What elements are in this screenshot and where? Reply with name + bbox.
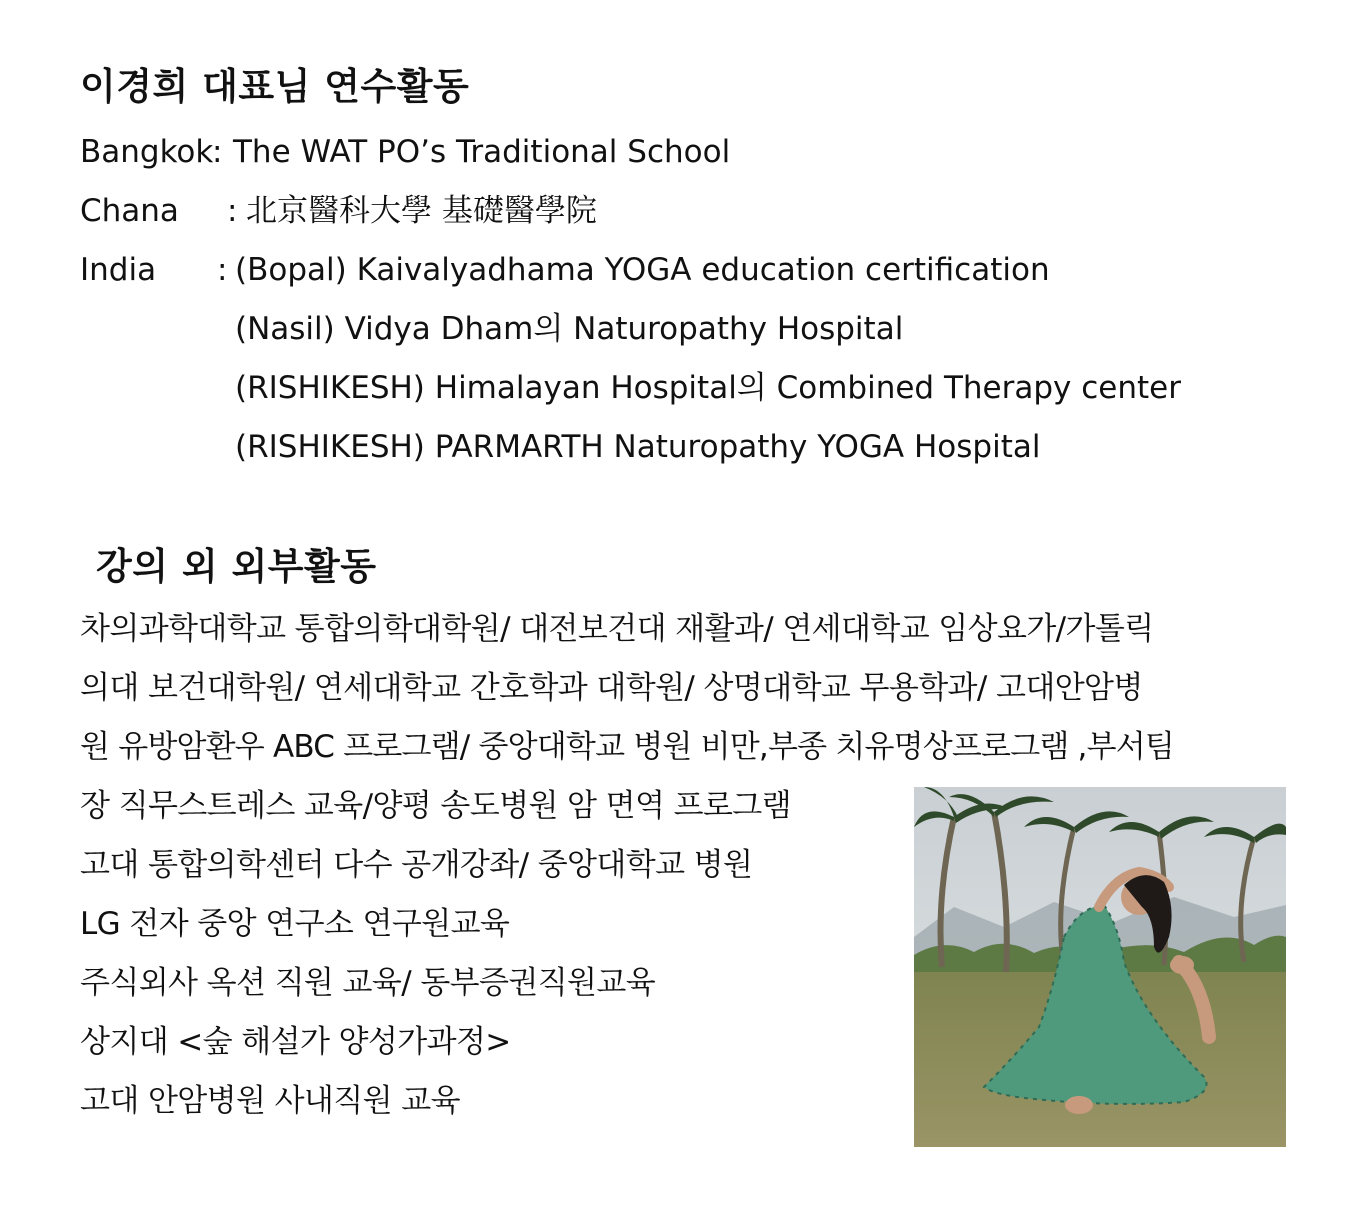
activity-line: 고대 안암병원 사내직원 교육 — [80, 1083, 460, 1119]
separator: : — [212, 134, 223, 170]
activities-heading: 강의 외 외부활동 — [96, 545, 377, 588]
yoga-photo — [914, 787, 1286, 1147]
activity-line: 주식외사 옥션 직원 교육/ 동부증권직원교육 — [80, 965, 656, 1001]
institution-text: 北京醫科大學 基礎醫學院 — [246, 193, 597, 229]
institution-text: (Bopal) Kaivalyadhama YOGA education certification — [235, 252, 1050, 288]
place-label: Bangkok — [80, 134, 214, 170]
activity-line: 차의과학대학교 통합의학대학원/ 대전보건대 재활과/ 연세대학교 임상요가/가톨릭 — [80, 611, 1154, 647]
activity-line: 장 직무스트레스 교육/양평 송도병원 암 면역 프로그램 — [80, 788, 791, 824]
place-label: India — [80, 252, 157, 288]
india-institution: (RISHIKESH) Himalayan Hospital의 Combined Therapy center — [235, 370, 1181, 406]
training-heading: 이경희 대표님 연수활동 — [80, 65, 470, 108]
activity-line: 상지대 <숲 해설가 양성가과정> — [80, 1024, 511, 1060]
activity-line: LG 전자 중앙 연구소 연구원교육 — [80, 906, 510, 942]
india-institution: (RISHIKESH) PARMARTH Naturopathy YOGA Hospital — [235, 429, 1041, 465]
activity-line: 원 유방암환우 ABC 프로그램/ 중앙대학교 병원 비만,부종 치유명상프로그램 ,부서팀 — [80, 729, 1175, 765]
activity-line: 고대 통합의학센터 다수 공개강좌/ 중앙대학교 병원 — [80, 847, 753, 883]
place-label: Chana — [80, 193, 179, 229]
separator: : — [227, 193, 238, 229]
india-institution: (Nasil) Vidya Dham의 Naturopathy Hospital — [235, 311, 904, 347]
institution-text: The WAT PO’s Traditional School — [233, 134, 731, 170]
activity-line: 의대 보건대학원/ 연세대학교 간호학과 대학원/ 상명대학교 무용학과/ 고대안암병 — [80, 670, 1143, 706]
separator: : — [217, 252, 228, 288]
